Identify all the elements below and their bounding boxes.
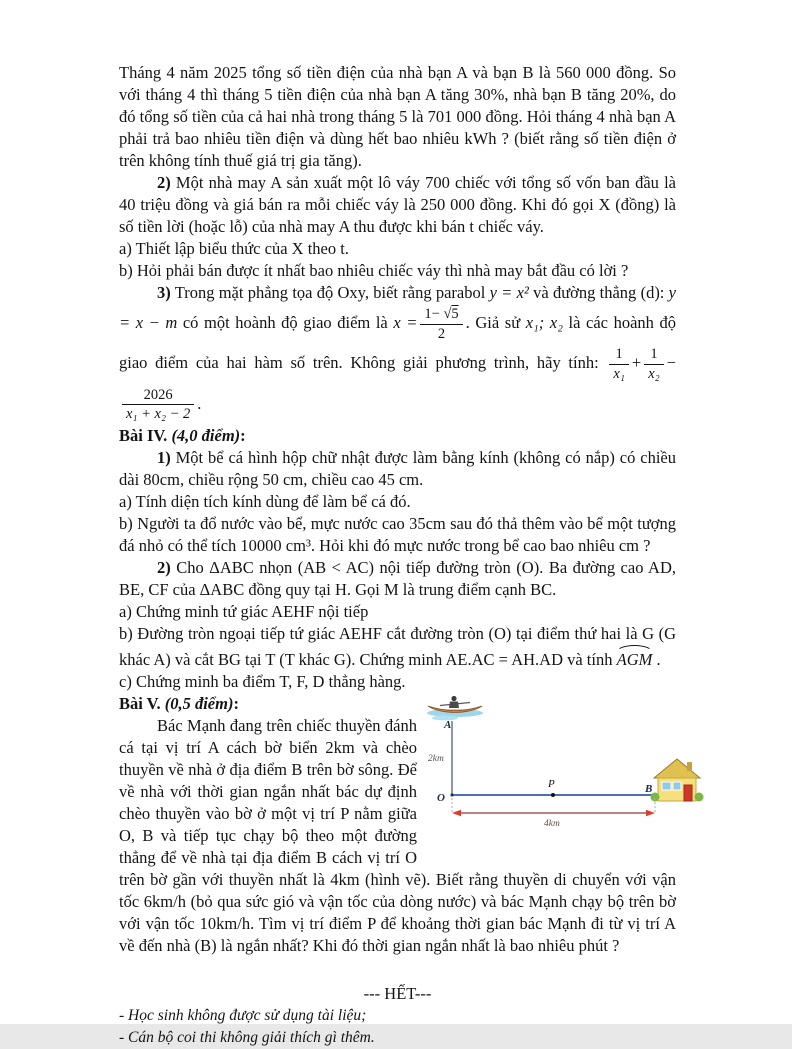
end-marker: --- HẾT---	[363, 984, 432, 1004]
frac4-den: x₁ + x₂ − 2	[126, 406, 191, 423]
fraction-denominator: 2	[437, 325, 446, 342]
problem-1-continuation: Tháng 4 năm 2025 tổng số tiền điện của nhà bạn A và bạn B là 560 000 đồng. So với tháng 4 thì tháng 5 tiền điện của nhà bạn A tăng 30%, nhà bạn B tăng 20%, do đó tổng số tiền của cả hai nhà trong tháng 5 là 701 000 đồng. Hỏi tháng 4 nhà bạn A phải trả bao nhiêu tiền điện và dùng hết bao nhiêu kWh ? (biết rằng số tiền điện ở trên không tính thuế giá trị gia tăng).	[119, 63, 676, 170]
problem-2-number: 2)	[157, 173, 171, 192]
section-4-problem-2-item-b	[119, 623, 676, 671]
problem-3-text-3: có một hoành độ giao điểm là	[177, 312, 394, 332]
problem-2-item-a: a) Thiết lập biểu thức của X theo t.	[119, 239, 349, 258]
parabola-equation: y = x²	[489, 283, 529, 302]
problem-2-intro	[119, 172, 676, 238]
fraction-1-over-x2	[644, 346, 663, 382]
frac3-num: 1	[644, 346, 663, 365]
point-a-label: A	[444, 719, 452, 732]
distance-2km-label: 2km	[428, 754, 444, 765]
distance-4km-label: 4km	[544, 819, 560, 830]
item-b-end: .	[652, 650, 661, 670]
fraction-2026	[122, 387, 194, 423]
section-4-problem-1-item-a: a) Tính diện tích kính dùng để làm bể cá đó.	[119, 492, 411, 512]
section-5-label: Bài V.	[119, 694, 161, 714]
problem-3-text-4: . Giả sử	[465, 312, 526, 332]
section-4-problem-1	[119, 447, 676, 491]
figure-svg	[425, 695, 710, 840]
fisherman-head	[451, 696, 456, 701]
frac4-num: 2026	[122, 387, 194, 406]
x-equals: x =	[393, 312, 418, 332]
section-4-problem-2-text: Cho ΔABC nhọn (AB < AC) nội tiếp đường tròn (O). Ba đường cao AD, BE, CF của ΔABC đồng quy tại H. Gọi M là trung điểm cạnh BC.	[119, 558, 676, 600]
measure-arrow-left	[452, 810, 461, 816]
house-roof	[654, 759, 700, 778]
section-4-problem-2-item-c: c) Chứng minh ba điểm T, F, D thẳng hàng.	[119, 672, 406, 692]
frac3-den: x₂	[648, 366, 660, 383]
section-4-problem-2-number: 2)	[157, 558, 171, 578]
item-b-text: b) Đường tròn ngoại tiếp tứ giác AEHF cắt đường tròn (O) tại điểm thứ hai là G (G khác A) và cắt BG tại T (T khác G). Chứng minh AE.AC = AH.AD và tính	[119, 624, 676, 670]
section-4-problem-1-text: Một bể cá hình hộp chữ nhật được làm bằng kính (không có nắp) có chiều dài 80cm, chiều rộng 50 cm, chiều cao 45 cm.	[119, 448, 676, 490]
problem-3-text-2: và đường thẳng (d):	[528, 283, 669, 302]
radicand: 5	[451, 306, 459, 322]
problem-3-period: .	[197, 393, 202, 413]
point-o-label: O	[437, 792, 445, 805]
radical-sign: √	[443, 306, 452, 322]
measure-arrow-right	[646, 810, 655, 816]
problem-3-text-5: là các hoành độ giao điểm của hai hàm số trên. Không giải phương trình, hãy tính:	[119, 312, 676, 373]
footer	[119, 983, 676, 1049]
section-4-points: (4,0 điểm)	[167, 426, 241, 446]
problem-2-item-b: b) Hỏi phải bán được ít nhất bao nhiêu chiếc váy thì nhà may bắt đầu có lời ?	[119, 261, 629, 280]
section-4-problem-1-item-b: b) Người ta đổ nước vào bể, mực nước cao 35cm sau đó thả thêm vào bể một tượng đá nhỏ có thể tích 10000 cm³. Hỏi khi đó mực nước trong bể cao bao nhiêu cm ?	[119, 514, 676, 556]
frac2-num: 1	[609, 346, 628, 365]
problem-3-text-1: Trong mặt phẳng tọa độ Oxy, biết rằng parabol	[170, 283, 490, 302]
section-5-paragraph: Bác Mạnh đang trên chiếc thuyền đánh cá tại vị trí A cách bờ biển 2km và chèo thuyền về nhà ở địa điểm B trên bờ sông. Để về nhà với thời gian ngắn nhất bác dự định chèo thuyền vào bờ ở một vị trí P nằm giữa O, B và tiếp tục chạy bộ theo một đường thẳng để về nhà tại địa điểm B cách vị trí O trên bờ gần với thuyền nhất là 4km (hình vẽ). Biết rằng thuyền di chuyển với vận tốc 6km/h (bỏ qua sức gió và vận tốc của dòng nước) và bác Mạnh chạy bộ trên bờ với vận tốc 10km/h. Tìm vị trí điểm P để khoảng thời gian bác Mạnh đi từ vị trí A về đến nhà (B) là ngắn nhất? Khi đó thời gian ngắn nhất là bao nhiêu phút ?	[119, 716, 676, 956]
point-b-label: B	[645, 783, 653, 796]
section-4-problem-2-item-a: a) Chứng minh tứ giác AEHF nội tiếp	[119, 602, 369, 622]
section-4-problem-2	[119, 557, 676, 601]
section-4-label: Bài IV.	[119, 426, 168, 446]
frac2-den: x₁	[613, 366, 625, 383]
endpoint-o-tick	[451, 794, 454, 797]
line-equation: y = x − m	[119, 283, 676, 332]
house-window-left	[662, 782, 671, 790]
section-5	[119, 693, 676, 957]
section-4-colon: :	[240, 426, 246, 446]
minus-operator: −	[666, 353, 676, 373]
section-5-colon: :	[233, 694, 239, 714]
fraction-numerator-pre: 1−	[424, 306, 444, 322]
bush-left	[651, 793, 660, 802]
fraction-1-over-x1	[609, 346, 628, 382]
point-p-dot	[551, 793, 555, 797]
problem-2-text: Một nhà may A sản xuất một lô váy 700 chiếc với tổng số vốn ban đầu là 40 triệu đồng và giá bán ra mỗi chiếc váy là 250 000 đồng. Khi đó gọi X (đồng) là số tiền lời (hoặc lỗ) của nhà may A thu được khi bán t chiếc váy.	[119, 173, 676, 236]
boat-house-figure	[425, 695, 676, 863]
bush-right	[695, 793, 704, 802]
problem-3-number: 3)	[157, 283, 171, 302]
plus-operator: +	[631, 353, 642, 373]
section-4-problem-1-number: 1)	[157, 448, 171, 468]
angle-agm: AGM	[617, 645, 653, 671]
house-chimney	[687, 762, 692, 771]
house-window-right	[673, 782, 681, 790]
problem-3	[119, 282, 676, 425]
roots-symbols: x₁; x₂	[525, 312, 563, 332]
fisherman-body	[449, 702, 459, 709]
footer-note-2: - Cán bộ coi thi không giải thích gì thêm.	[119, 1029, 375, 1047]
house-door	[684, 785, 692, 801]
section-4-heading	[119, 425, 676, 447]
point-p-label: P	[548, 778, 555, 791]
fraction-root-value	[420, 306, 462, 342]
footer-note-1: - Học sinh không được sử dụng tài liệu;	[119, 1007, 367, 1025]
exam-content	[119, 62, 676, 1049]
section-5-points: (0,5 điểm)	[160, 694, 234, 714]
